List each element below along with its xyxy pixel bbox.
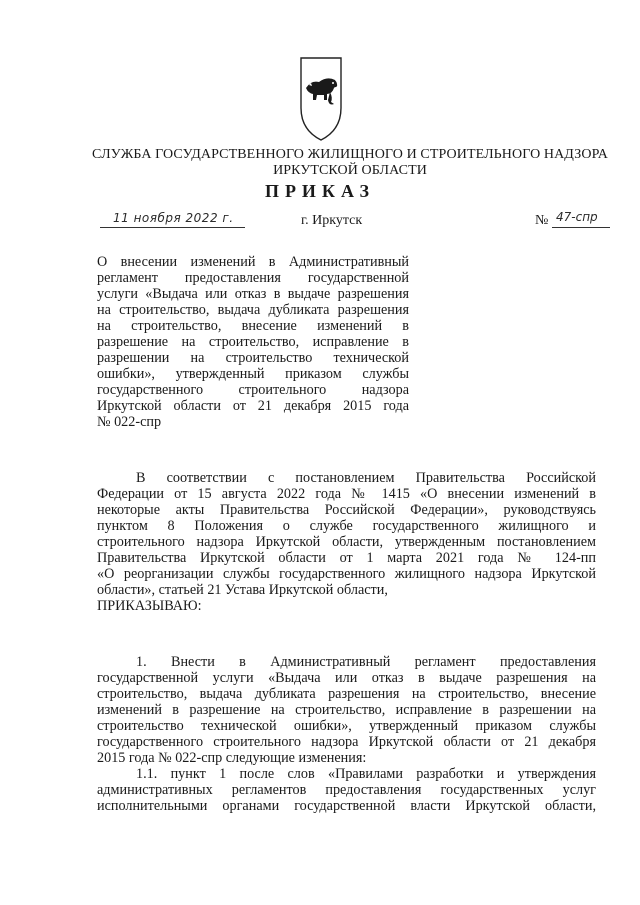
- preamble-line: некоторые акты Правительства Российской Федерации», руководствуясь: [97, 502, 596, 518]
- subject-line: на строительство, выдача дубликата разрешения: [97, 302, 409, 318]
- item-line: изменений в разрешение на строительство, исправление в разрешении на: [97, 702, 596, 718]
- preamble-line: области», статьей 21 Устава Иркутской области,: [97, 582, 388, 598]
- subitem-line: административных регламентов предоставления государственных услуг: [97, 782, 596, 798]
- preamble-line: В соответствии с постановлением Правительства Российской: [136, 470, 596, 486]
- city-label: г. Иркутск: [301, 213, 363, 228]
- subject-line: государственного строительного надзора: [97, 382, 409, 398]
- number-underline: [552, 227, 610, 228]
- document-title: ПРИКАЗ: [264, 181, 376, 201]
- subject-line: разрешение на строительство, исправление в: [97, 334, 409, 350]
- item-line: строительство технической ошибки», утвержденный приказом службы: [97, 718, 596, 734]
- subject-line: регламент предоставления государственной: [97, 270, 409, 286]
- agency-name-line2: ИРКУТСКОЙ ОБЛАСТИ: [273, 163, 427, 178]
- item-line: 1. Внести в Административный регламент предоставления: [136, 654, 596, 670]
- preamble-line: пунктом 8 Положения о службе государственного жилищного и: [97, 518, 596, 534]
- date-underline: [100, 227, 245, 228]
- subject-line: Иркутской области от 21 декабря 2015 года: [97, 398, 409, 414]
- preamble-line: Правительства Иркутской области от 1 марта 2021 года № 124-пп: [97, 550, 596, 566]
- order-date: 11 ноября 2022 г.: [113, 211, 234, 225]
- agency-name-line1: СЛУЖБА ГОСУДАРСТВЕННОГО ЖИЛИЩНОГО И СТРОИТЕЛЬНОГО НАДЗОРА: [92, 147, 608, 162]
- order-word: ПРИКАЗЫВАЮ:: [97, 598, 202, 614]
- subject-line: ошибки», утвержденный приказом службы: [97, 366, 409, 382]
- subject-line: № 022-спр: [97, 414, 162, 430]
- item-line: государственной услуги «Выдача или отказ в выдаче разрешения на: [97, 670, 596, 686]
- preamble-line: Федерации от 15 августа 2022 года № 1415 «О внесении изменений в: [97, 486, 596, 502]
- subject-line: разрешении на строительство технической: [97, 350, 409, 366]
- subject-line: О внесении изменений в Административный: [97, 254, 409, 270]
- preamble-line: строительного надзора Иркутской области, утвержденным постановлением: [97, 534, 596, 550]
- order-number: 47-спр: [556, 210, 598, 224]
- coat-of-arms-icon: [297, 54, 345, 144]
- item-line: строительство, выдача дубликата разрешения на строительство, внесение: [97, 686, 596, 702]
- subitem-line: исполнительными органами государственной власти Иркутской области,: [97, 798, 596, 814]
- subitem-line: 1.1. пункт 1 после слов «Правилами разработки и утверждения: [136, 766, 596, 782]
- subject-line: на строительство, внесение изменений в: [97, 318, 409, 334]
- preamble-line: «О реорганизации службы государственного жилищного надзора Иркутской: [97, 566, 596, 582]
- number-label: №: [535, 213, 549, 228]
- item-line: 2015 года № 022-спр следующие изменения:: [97, 750, 367, 766]
- subject-line: услуги «Выдача или отказ в выдаче разрешения: [97, 286, 409, 302]
- item-line: государственного строительного надзора Иркутской области от 21 декабря: [97, 734, 596, 750]
